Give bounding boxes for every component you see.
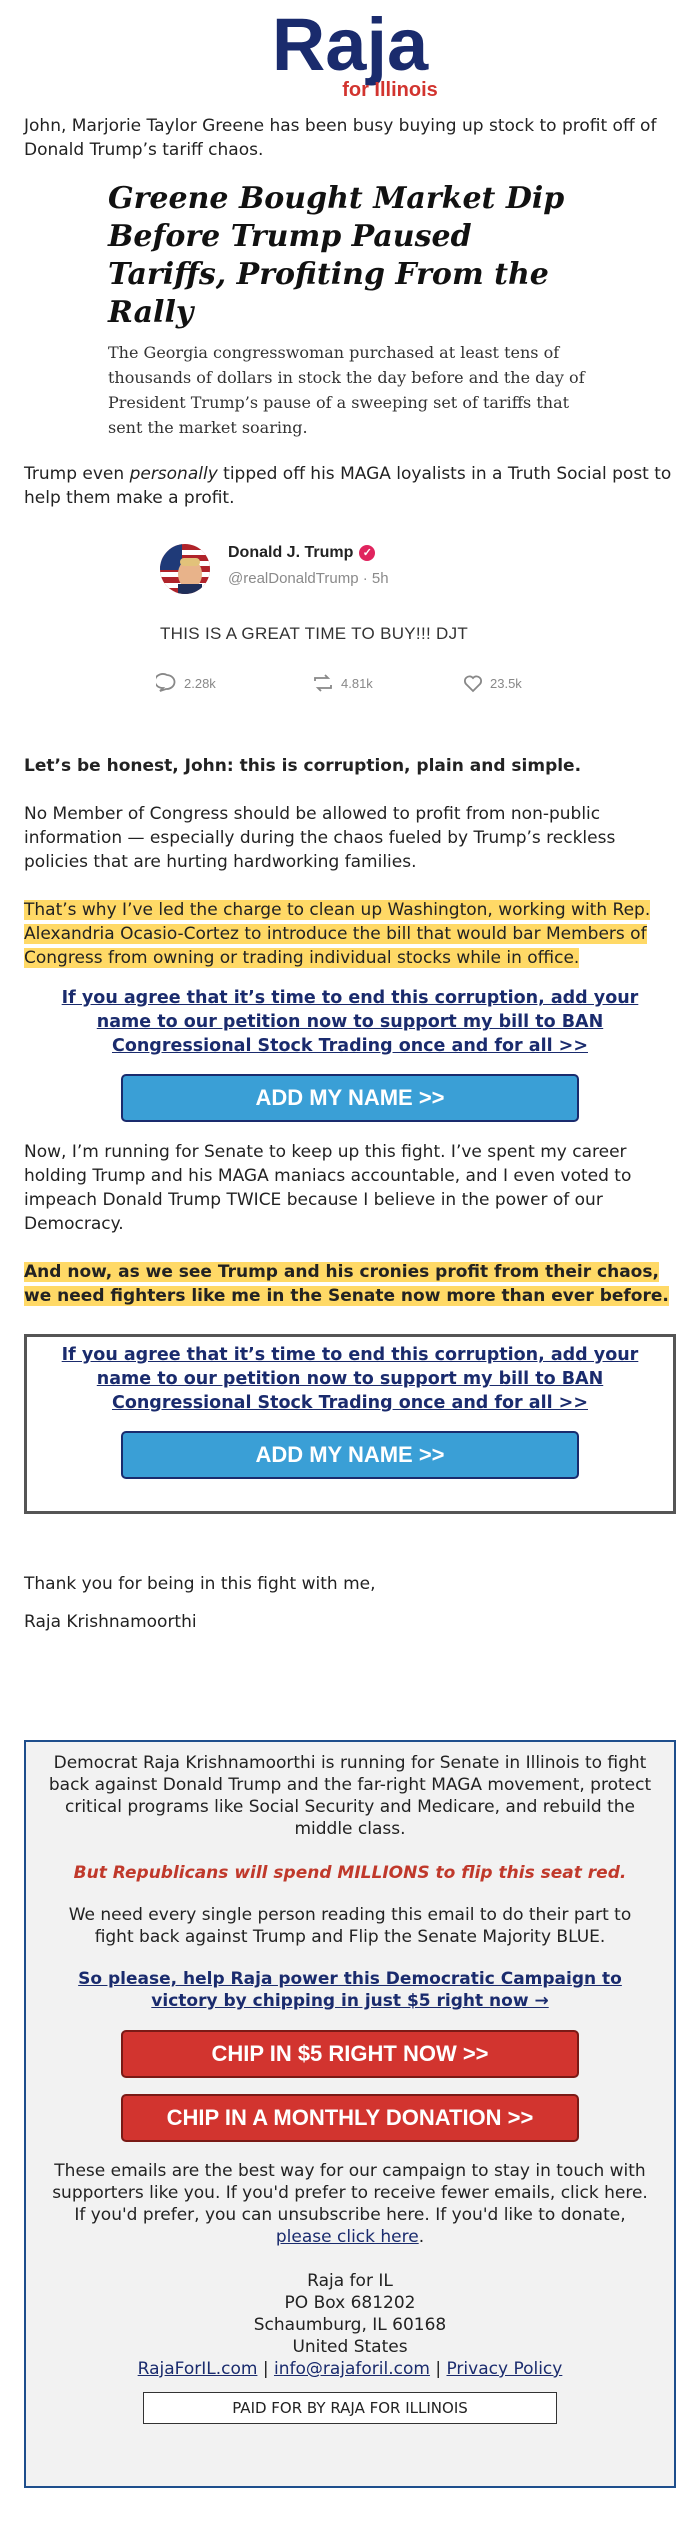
fighters-highlight: And now, as we see Trump and his cronies profit from their chaos, we need fighters like me in the Senate now more than ever before. — [24, 1262, 669, 1306]
tipped-paragraph — [24, 462, 676, 510]
retweet-action — [311, 672, 373, 694]
footer-links — [26, 2358, 674, 2380]
reply-action — [156, 672, 216, 694]
retweet-icon — [311, 672, 335, 694]
privacy-link[interactable]: Privacy Policy — [446, 2359, 563, 2379]
tweet-author — [228, 544, 375, 562]
heart-icon — [462, 672, 484, 694]
petition-link-2[interactable]: If you agree that it’s time to end this corruption, add your name to our petition now to support my bill to BAN Congressional Stock Trading once and for all >> — [61, 1345, 639, 1413]
petition-link-1[interactable]: If you agree that it’s time to end this corruption, add your name to our petition now to support my bill to BAN Congressional Stock Trading once and for all >> — [61, 988, 639, 1056]
trump-avatar — [160, 544, 210, 594]
logo-name: Raja — [271, 4, 429, 86]
fighters-paragraph — [24, 1260, 676, 1308]
tweet-text: THIS IS A GREAT TIME TO BUY!!! DJT — [160, 624, 469, 643]
honest-paragraph: Let’s be honest, John: this is corruption, plain and simple. — [24, 756, 582, 776]
verified-icon: ✓ — [359, 545, 375, 561]
tweet-handle: @realDonaldTrump · 5h — [228, 570, 389, 587]
news-clipping — [108, 180, 600, 440]
raja-logo — [0, 0, 700, 110]
signature: Raja Krishnamoorthi — [24, 1612, 197, 1632]
chip-in-link[interactable]: So please, help Raja power this Democratic Campaign to victory by chipping in just $5 right now → — [78, 1969, 622, 2011]
reply-count: 2.28k — [184, 675, 216, 691]
petition-box — [24, 1334, 676, 1514]
emails-period: . — [418, 2227, 425, 2247]
footer-box — [24, 1740, 676, 2488]
tipped-post: tipped off his MAGA loyalists in a Truth Social post to help them make a profit. — [24, 464, 672, 508]
led-highlight: That’s why I’ve led the charge to clean up Washington, working with Rep. Alexandria Ocasio-Cortez to introduce the bill that would bar Members of Congress from owning or trading individual stocks while in office. — [24, 900, 651, 968]
footer-warning: But Republicans will spend MILLIONS to flip this seat red. — [73, 1863, 627, 1883]
clip-subtitle: The Georgia congresswoman purchased at least tens of thousands of dollars in stock the day before and the day of President Trump’s pause of a sweeping set of tariffs that sent the market soaring. — [108, 343, 585, 437]
thanks-line: Thank you for being in this fight with me, — [24, 1574, 376, 1594]
email-link[interactable]: info@rajaforil.com — [273, 2359, 430, 2379]
footer-city: Schaumburg, IL 60168 — [253, 2315, 447, 2335]
monthly-donation-button[interactable]: CHIP IN A MONTHLY DONATION >> — [121, 2094, 579, 2142]
footer-need: We need every single person reading this email to do their part to fight back against Trump and Flip the Senate Majority BLUE. — [68, 1905, 632, 1947]
led-paragraph — [24, 898, 676, 970]
retweet-count: 4.81k — [341, 675, 373, 691]
add-my-name-button-1[interactable]: ADD MY NAME >> — [121, 1074, 579, 1122]
chip-in-5-button[interactable]: CHIP IN $5 RIGHT NOW >> — [121, 2030, 579, 2078]
footer-about: Democrat Raja Krishnamoorthi is running for Senate in Illinois to fight back against Donald Trump and the far-right MAGA movement, protect critical programs like Social Security and Medicare, and rebuild the middle class. — [48, 1753, 652, 1839]
emails-text: These emails are the best way for our campaign to stay in touch with supporters like you. If you'd prefer to receive fewer emails, click here. If you'd prefer, you can unsubscribe here. If you'd like to donate, — [52, 2161, 648, 2225]
paid-for-notice: PAID FOR BY RAJA FOR ILLINOIS — [143, 2392, 557, 2424]
site-link[interactable]: RajaForIL.com — [137, 2359, 258, 2379]
add-my-name-button-2[interactable]: ADD MY NAME >> — [121, 1431, 579, 1479]
footer-emails-text — [48, 2160, 652, 2248]
tipped-emphasis: personally — [129, 464, 218, 484]
like-action — [462, 672, 522, 694]
like-count: 23.5k — [490, 675, 522, 691]
footer-country: United States — [292, 2337, 408, 2357]
logo-subtitle: for Illinois — [342, 79, 438, 101]
link-separator-2: | — [429, 2359, 447, 2379]
donate-link[interactable]: please click here — [275, 2227, 419, 2247]
no-member-paragraph: No Member of Congress should be allowed to profit from non-public information — especially during the chaos fueled by Trump’s reckless policies that are hurting hardworking families. — [24, 804, 616, 872]
truth-social-post — [140, 532, 560, 732]
footer-org: Raja for IL — [307, 2271, 393, 2291]
tweet-author-name: Donald J. Trump — [228, 544, 354, 561]
footer-po: PO Box 681202 — [284, 2293, 416, 2313]
link-separator-1: | — [257, 2359, 274, 2379]
tipped-pre: Trump even — [24, 464, 130, 484]
running-paragraph: Now, I’m running for Senate to keep up this fight. I’ve spent my career holding Trump and his MAGA maniacs accountable, and I even voted to impeach Donald Trump TWICE because I believe in the power of our Democracy. — [24, 1142, 632, 1234]
intro-paragraph: John, Marjorie Taylor Greene has been busy buying up stock to profit off of Donald Trump’s tariff chaos. — [24, 116, 657, 160]
clip-headline: Greene Bought Market Dip Before Trump Paused Tariffs, Profiting From the Rally — [108, 181, 565, 330]
reply-icon — [156, 672, 178, 694]
